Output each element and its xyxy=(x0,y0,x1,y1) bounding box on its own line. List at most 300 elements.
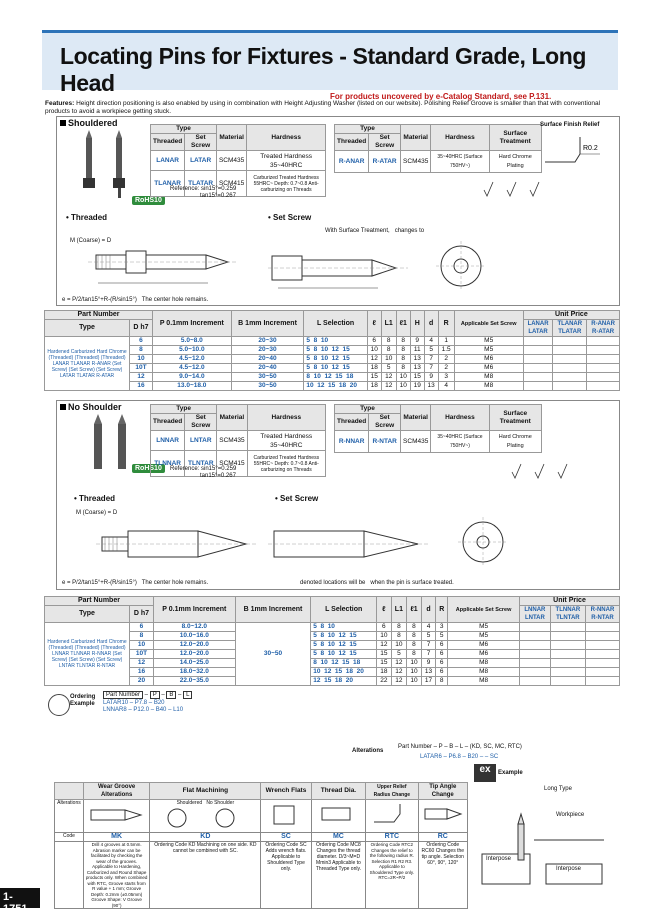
p-cell: 12.0~20.0 xyxy=(153,650,235,659)
value-cell: 7 xyxy=(424,355,438,364)
value-cell: 7 xyxy=(421,641,435,650)
reference-note xyxy=(170,466,236,480)
center-hole-note: The center hole remains. xyxy=(141,297,209,303)
ex-badge: ex xyxy=(474,764,496,782)
price-cell xyxy=(587,382,620,391)
th-part-number: Part Number xyxy=(45,311,153,320)
value-cell: 8 xyxy=(381,337,396,346)
price-col-a: R-ANAR xyxy=(591,321,615,327)
reference-note xyxy=(170,186,236,200)
price-cell xyxy=(585,668,619,677)
price-cell xyxy=(553,364,587,373)
alt-col-head: Wear Groove Alterations xyxy=(83,783,150,800)
th-col: ℓ xyxy=(377,597,391,623)
th-price-col xyxy=(585,606,619,623)
surface-treatment-note xyxy=(325,228,424,235)
rc-desc: Ordering Code RC60 Changes the tip angle. Selection 60°, 90°, 120° xyxy=(418,842,467,909)
price-cell xyxy=(523,337,553,346)
value-cell: 4 xyxy=(424,337,438,346)
value-cell: 15 xyxy=(410,373,424,382)
hardness-cell: Treated Hardness 35~40HRC xyxy=(247,151,326,171)
kd-shouldered: Shouldered xyxy=(176,800,203,806)
type-cell: TLNNAR xyxy=(151,451,185,477)
value-cell: 6 xyxy=(436,659,448,668)
price-cell xyxy=(585,659,619,668)
value-cell: 12 xyxy=(381,373,396,382)
th-unit-price: Unit Price xyxy=(520,597,620,606)
features-label: Features: xyxy=(45,100,75,107)
value-cell: M5 xyxy=(454,337,523,346)
price-col-a: TLNNAR xyxy=(555,607,581,613)
th-material: Material xyxy=(401,405,431,431)
shouldered-spec-table xyxy=(44,310,620,391)
value-cell: M6 xyxy=(454,355,523,364)
d-cell: 6 xyxy=(130,337,153,346)
ordering-hdr-l: L xyxy=(183,691,192,699)
p-cell: 10.0~16.0 xyxy=(153,632,235,641)
value-cell: 15 xyxy=(377,659,391,668)
value-cell: 7 xyxy=(421,650,435,659)
value-cell: 10 xyxy=(407,677,422,686)
th-price-col xyxy=(587,320,620,337)
price-cell xyxy=(550,641,585,650)
surface-finish-drawing xyxy=(545,132,610,172)
alt-col-head: Thread Dia. xyxy=(311,783,365,800)
value-cell: 6 xyxy=(377,623,391,632)
value-cell: 13 xyxy=(421,668,435,677)
value-cell: 10 xyxy=(407,659,422,668)
ordering-ex1-pn: LATAR10 xyxy=(103,700,129,706)
hardness-cell: Carburized Treated Hardness 55HRC~ Depth: 0.7~0.8 Anti-carburizing on Threads xyxy=(247,171,326,197)
value-cell: 13 xyxy=(424,382,438,391)
d-cell: 10 xyxy=(130,355,153,364)
d-cell: 10 xyxy=(130,641,154,650)
th-col: H xyxy=(410,311,424,337)
type-cell: R-NTAR xyxy=(369,431,401,453)
th-col: R xyxy=(438,311,454,337)
workpiece-label: Workpiece xyxy=(556,812,585,818)
surface-cell: Hard Chrome Plating xyxy=(489,431,541,453)
th-part-number: Part Number xyxy=(45,597,154,606)
value-cell: 15 xyxy=(367,373,381,382)
table-row xyxy=(45,337,620,346)
d-cell: 8 xyxy=(130,632,154,641)
th-col: Applicable Set Screw xyxy=(448,597,520,623)
price-cell xyxy=(520,668,551,677)
ordering-ex2-p: P12.0 xyxy=(133,707,150,713)
value-cell: 10 xyxy=(381,355,396,364)
ordering-hdr-pn: Part Number xyxy=(103,691,143,699)
hardness-cell: 35~40HRC (Surface 750HV~) xyxy=(431,151,489,173)
th-d: D h7 xyxy=(130,606,154,623)
l-cell: 12 15 18 20 xyxy=(311,677,377,686)
setscrew-label: • Set Screw xyxy=(268,213,312,222)
price-cell xyxy=(585,641,619,650)
d-cell: 8 xyxy=(130,346,153,355)
value-cell: 4 xyxy=(421,623,435,632)
value-cell: 12 xyxy=(391,677,407,686)
th-type: Type xyxy=(151,125,217,134)
threaded-pin-drawing xyxy=(88,225,248,295)
usage-example-drawing xyxy=(474,784,614,894)
material-cell: SCM415 xyxy=(217,451,247,477)
l-cell: 5 8 10 12 15 xyxy=(304,346,367,355)
th-b: B 1mm Increment xyxy=(235,597,311,623)
price-col-b: R-ATAR xyxy=(592,329,615,335)
value-cell: M8 xyxy=(448,668,520,677)
phone-icon xyxy=(48,694,70,716)
table-row xyxy=(45,650,620,659)
value-cell: 3 xyxy=(436,623,448,632)
price-cell xyxy=(585,650,619,659)
th-threaded: Threaded xyxy=(151,414,185,431)
price-col-a: LANAR xyxy=(527,321,549,327)
type-cell: LANAR xyxy=(151,151,185,171)
value-cell: 2 xyxy=(438,364,454,373)
price-col-b: TLNTAR xyxy=(556,615,580,621)
p-cell: 12.0~20.0 xyxy=(153,641,235,650)
price-cell xyxy=(585,623,619,632)
price-cell xyxy=(587,373,620,382)
price-cell xyxy=(520,650,551,659)
noshoulder-threaded-drawing xyxy=(96,515,266,575)
th-col: L1 xyxy=(381,311,396,337)
l-cell: 5 8 10 xyxy=(311,623,377,632)
thread-m-label: M (Coarse) = D xyxy=(76,510,118,516)
price-cell xyxy=(520,659,551,668)
center-hole-note: The center hole remains. xyxy=(141,580,209,586)
type-cell: Hardened Carburized Hard Chrome (Threaded) (Threaded) (Threaded) LANAR TLANAR R-ANAR (Set Screw) (Set Screw) (Set Screw) LATAR TLATAR R-ATAR xyxy=(45,337,130,391)
th-material: Material xyxy=(216,125,246,151)
shouldered-pin-photo xyxy=(78,130,138,200)
kd-pin-drawing xyxy=(155,807,255,829)
th-material: Material xyxy=(401,125,431,151)
price-cell xyxy=(520,677,551,686)
price-col-b: R-NTAR xyxy=(591,615,614,621)
value-cell: 12 xyxy=(391,668,407,677)
shouldered-title: Shouldered xyxy=(68,118,118,128)
th-d: D h7 xyxy=(130,320,153,337)
ordering-ex1-p: P7.8 xyxy=(134,700,148,706)
table-row xyxy=(45,373,620,382)
l-cell: 5 8 10 xyxy=(304,337,367,346)
alt-row-label: Alterations xyxy=(55,800,84,833)
price-col-a: TLANAR xyxy=(557,321,583,327)
noshoulder-table-body xyxy=(45,623,620,686)
p-cell: 13.0~18.0 xyxy=(152,382,231,391)
table-row xyxy=(45,382,620,391)
material-cell: SCM435 xyxy=(401,151,431,173)
price-cell xyxy=(520,623,551,632)
reference-tan: tan15°=0.267 xyxy=(200,193,236,199)
d-cell: 10T xyxy=(130,650,154,659)
value-cell: 13 xyxy=(410,355,424,364)
price-cell xyxy=(553,355,587,364)
shouldered-material-table-right xyxy=(334,124,542,173)
kd-drawing-cell xyxy=(150,800,261,833)
value-cell: 5 xyxy=(436,632,448,641)
price-cell xyxy=(523,382,553,391)
value-cell: 12 xyxy=(367,355,381,364)
th-surface: Surface Treatment xyxy=(489,405,541,431)
hardness-cell: 35~40HRC (Surface 750HV~) xyxy=(431,431,489,453)
material-cell: SCM435 xyxy=(401,431,431,453)
page-title: Locating Pins for Fixtures - Standard Grade, Long Head xyxy=(60,43,587,96)
noshoulder-pin-photo xyxy=(88,414,138,474)
th-p: P 0.1mm Increment xyxy=(152,311,231,337)
price-cell xyxy=(550,623,585,632)
rtc-desc: Ordering Code RTC2 Changes the relief to the following radius R. Selection R1 R2 R3. Applicable to Shouldered Type only. RTC=2R~P/2 xyxy=(366,842,418,909)
price-cell xyxy=(553,346,587,355)
price-cell xyxy=(523,364,553,373)
th-l: L Selection xyxy=(311,597,377,623)
e-formula: e = P/2/tan15°+R-(R/sin15°) xyxy=(62,580,137,586)
price-cell xyxy=(550,659,585,668)
type-cell: TLATAR xyxy=(185,171,217,197)
value-cell: 22 xyxy=(377,677,391,686)
b-cell: 20~40 xyxy=(231,355,304,364)
value-cell: 2 xyxy=(438,355,454,364)
mk-desc: Drill 4 grooves at 0.5mm. Abrasion marker can be facilitated by checking the wear of the grooves. Applicable to Hardening, Carburized and Round Shape products only. When combined with RTC, Groove starts from R value + 1 mm; Groove Depth: 0.2mm (±0.05mm) Groove Shape: V Groove (90°) xyxy=(83,842,150,909)
th-setscrew: Set Screw xyxy=(185,414,217,431)
value-cell: 12 xyxy=(381,382,396,391)
value-cell: 8 xyxy=(396,355,410,364)
th-hardness: Hardness xyxy=(431,405,489,431)
type-cell: R-NNAR xyxy=(335,431,369,453)
type-cell: TLNTAR xyxy=(185,451,217,477)
hardness-cell: Treated Hardness 35~40HRC xyxy=(247,431,325,451)
value-cell: 11 xyxy=(410,346,424,355)
ordering-ex2-l: L10 xyxy=(173,707,184,713)
kd-labels xyxy=(152,800,258,807)
features-text: Height direction positioning is also enabled by using in combination with Height Adjusting Washer (listed on our website). Polishing Relief Groove is smaller than that with conventional products to avoid a workpiece getting stuck. xyxy=(45,100,601,115)
p-cell: 18.0~32.0 xyxy=(153,668,235,677)
reference-tan: tan15°=0.267 xyxy=(200,473,236,479)
value-cell: 8 xyxy=(407,623,422,632)
value-cell: 8 xyxy=(381,346,396,355)
p-cell: 4.5~12.0 xyxy=(152,364,231,373)
ordering-label: Ordering Example xyxy=(70,694,96,707)
price-cell xyxy=(550,650,585,659)
surface-cell: Hard Chrome Plating xyxy=(489,151,541,173)
kd-desc: Ordering Code KD Machining on one side. KD cannot be combined with SC. xyxy=(150,842,261,909)
price-cell xyxy=(587,337,620,346)
p-cell: 9.0~14.0 xyxy=(152,373,231,382)
l-cell: 8 10 12 15 18 xyxy=(304,373,367,382)
th-price-col xyxy=(523,320,553,337)
rohs-badge: RoHS10 xyxy=(132,464,165,473)
threaded-label: • Threaded xyxy=(74,494,116,503)
noshoulder-title: No Shoulder xyxy=(68,402,122,412)
rohs-badge: RoHS10 xyxy=(132,196,165,205)
mc-pin-drawing xyxy=(316,800,360,828)
b-cell: 30~50 xyxy=(231,382,304,391)
th-threaded: Threaded xyxy=(335,414,369,431)
alt-col-head: Wrench Flats xyxy=(261,783,311,800)
value-cell: 12 xyxy=(377,641,391,650)
price-cell xyxy=(523,355,553,364)
l-cell: 5 8 10 12 15 xyxy=(311,632,377,641)
example-label: Example xyxy=(498,770,523,776)
price-col-b: LNTAR xyxy=(524,615,545,621)
value-cell: 10 xyxy=(391,641,407,650)
value-cell: 7 xyxy=(424,364,438,373)
type-cell: LNNAR xyxy=(151,431,185,451)
alterations-table xyxy=(54,782,468,909)
p-cell: 4.5~12.0 xyxy=(152,355,231,364)
value-cell: 8 xyxy=(396,346,410,355)
value-cell: 8 xyxy=(396,337,410,346)
mk-drawing-cell xyxy=(83,800,150,833)
value-cell: M8 xyxy=(448,659,520,668)
value-cell: 15 xyxy=(377,650,391,659)
th-type: Type xyxy=(151,405,217,414)
material-cell: SCM415 xyxy=(216,171,246,197)
th-setscrew: Set Screw xyxy=(185,134,217,151)
sc-desc: Ordering Code SC Adds wrench flats. Applicable to Shouldered Type only. xyxy=(261,842,311,909)
code-cell: MC xyxy=(311,833,365,842)
value-cell: 6 xyxy=(436,650,448,659)
value-cell: 10 xyxy=(407,668,422,677)
th-hardness: Hardness xyxy=(247,125,326,151)
value-cell: 5 xyxy=(424,346,438,355)
value-cell: 9 xyxy=(424,373,438,382)
hardness-cell: Carburized Treated Hardness 55HRC~ Depth: 0.7~0.8 Anti-carburizing on Threads xyxy=(247,451,325,477)
reference-sin: Reference: sin15°=0.259 xyxy=(170,466,237,472)
value-cell: 13 xyxy=(410,364,424,373)
value-cell: M6 xyxy=(448,650,520,659)
price-cell xyxy=(550,677,585,686)
setscrew-pin-drawing xyxy=(268,240,428,300)
material-cell: SCM435 xyxy=(216,151,246,171)
d-cell: 16 xyxy=(130,668,154,677)
rc-pin-drawing xyxy=(421,800,465,828)
sc-drawing-cell xyxy=(261,800,311,833)
price-cell xyxy=(553,373,587,382)
pin-end-view xyxy=(436,236,496,296)
value-cell: 3 xyxy=(438,373,454,382)
value-cell: 6 xyxy=(436,641,448,650)
value-cell: 8 xyxy=(391,623,407,632)
table-row xyxy=(45,668,620,677)
table-row xyxy=(45,641,620,650)
value-cell: M8 xyxy=(448,677,520,686)
noshoulder-material-table-right xyxy=(334,404,542,453)
th-col: R xyxy=(436,597,448,623)
value-cell: M6 xyxy=(454,364,523,373)
value-cell: 8 xyxy=(407,650,422,659)
price-cell xyxy=(587,364,620,373)
code-cell: KD xyxy=(150,833,261,842)
d-cell: 12 xyxy=(130,659,154,668)
price-cell xyxy=(587,355,620,364)
th-surface: Surface Treatment xyxy=(489,125,541,151)
th-col: ℓ xyxy=(367,311,381,337)
value-cell: 8 xyxy=(391,632,407,641)
alt-col-head: Flat Machining xyxy=(150,783,261,800)
surface-finish-label: Surface Finish Relief xyxy=(540,122,600,128)
code-cell: SC xyxy=(261,833,311,842)
th-col: Applicable Set Screw xyxy=(454,311,523,337)
th-setscrew: Set Screw xyxy=(369,134,401,151)
ordering-hdr-b: B xyxy=(166,691,176,699)
th-threaded: Threaded xyxy=(335,134,369,151)
table-row xyxy=(45,355,620,364)
price-cell xyxy=(550,668,585,677)
setscrew-label: • Set Screw xyxy=(275,494,319,503)
l-cell: 8 10 12 15 18 xyxy=(311,659,377,668)
mc-desc: Ordering Code MC8 Changes the thread diameter. D/3~M=D Mmin3 Applicable to Threaded Type only. xyxy=(311,842,365,909)
value-cell: 10 xyxy=(377,632,391,641)
ordering-ex1-b: B20 xyxy=(153,700,165,706)
p-cell: 22.0~35.0 xyxy=(153,677,235,686)
b-cell: 20~30 xyxy=(231,337,304,346)
value-cell: 18 xyxy=(367,364,381,373)
ordering-hdr-p: P xyxy=(150,691,160,699)
d-cell: 20 xyxy=(130,677,154,686)
price-cell xyxy=(523,346,553,355)
e-formula-note xyxy=(62,580,208,587)
price-cell xyxy=(585,677,619,686)
ordering-ex2-pn: LNNAR8 xyxy=(103,707,127,713)
mc-drawing-cell xyxy=(311,800,365,833)
th-hardness: Hardness xyxy=(247,405,325,431)
value-cell: 5 xyxy=(421,632,435,641)
p-cell: 14.0~25.0 xyxy=(153,659,235,668)
value-cell: 6 xyxy=(436,668,448,677)
d-cell: 12 xyxy=(130,373,153,382)
price-cell xyxy=(520,632,551,641)
th-price-col xyxy=(550,606,585,623)
kd-noshoulder: No Shoulder xyxy=(206,800,235,806)
th-type: Type xyxy=(45,606,130,623)
rtc-pin-drawing xyxy=(370,800,414,828)
value-cell: M5 xyxy=(448,623,520,632)
value-cell: 8 xyxy=(436,677,448,686)
value-cell: M8 xyxy=(454,373,523,382)
b-cell: 20~30 xyxy=(231,346,304,355)
table-row xyxy=(45,623,620,632)
value-cell: 17 xyxy=(421,677,435,686)
alterations-label: Alterations xyxy=(352,748,384,754)
price-col-a: LNNAR xyxy=(524,607,546,613)
value-cell: 1 xyxy=(438,337,454,346)
value-cell: 1.5 xyxy=(438,346,454,355)
value-cell: 12 xyxy=(391,659,407,668)
l-cell: 5 8 10 12 15 xyxy=(311,650,377,659)
th-type: Type xyxy=(45,320,130,337)
th-price-col xyxy=(553,320,587,337)
e-formula: e = P/2/tan15°+R-(R/sin15°) xyxy=(62,297,137,303)
d-cell: 10T xyxy=(130,364,153,373)
shouldered-table-body xyxy=(45,337,620,391)
noshoulder-heading xyxy=(60,402,122,412)
code-row-label: Code xyxy=(55,833,84,842)
th-type: Type xyxy=(335,125,401,134)
value-cell: 10 xyxy=(396,382,410,391)
type-cell: Hardened Carburized Hard Chrome (Threaded) (Threaded) (Threaded) LNNAR TLNNAR R-NNAR (Set Screw) (Set Screw) (Set Screw) LNTAR TLNTAR R-NTAR xyxy=(45,623,130,686)
thread-m-label: M (Coarse) = D xyxy=(70,238,112,244)
denoted-b: when the pin is surface treated. xyxy=(370,580,454,586)
value-cell: 10 xyxy=(367,346,381,355)
page-number: 1-1751 xyxy=(0,888,40,908)
ordering-ex2-b: B40 xyxy=(155,707,167,713)
mk-pin-drawing xyxy=(87,800,147,828)
code-cell: RC xyxy=(418,833,467,842)
l-cell: 5 8 10 12 15 xyxy=(304,364,367,373)
type-cell: R-ATAR xyxy=(369,151,401,173)
finish-radius: R0.2 xyxy=(583,145,598,152)
